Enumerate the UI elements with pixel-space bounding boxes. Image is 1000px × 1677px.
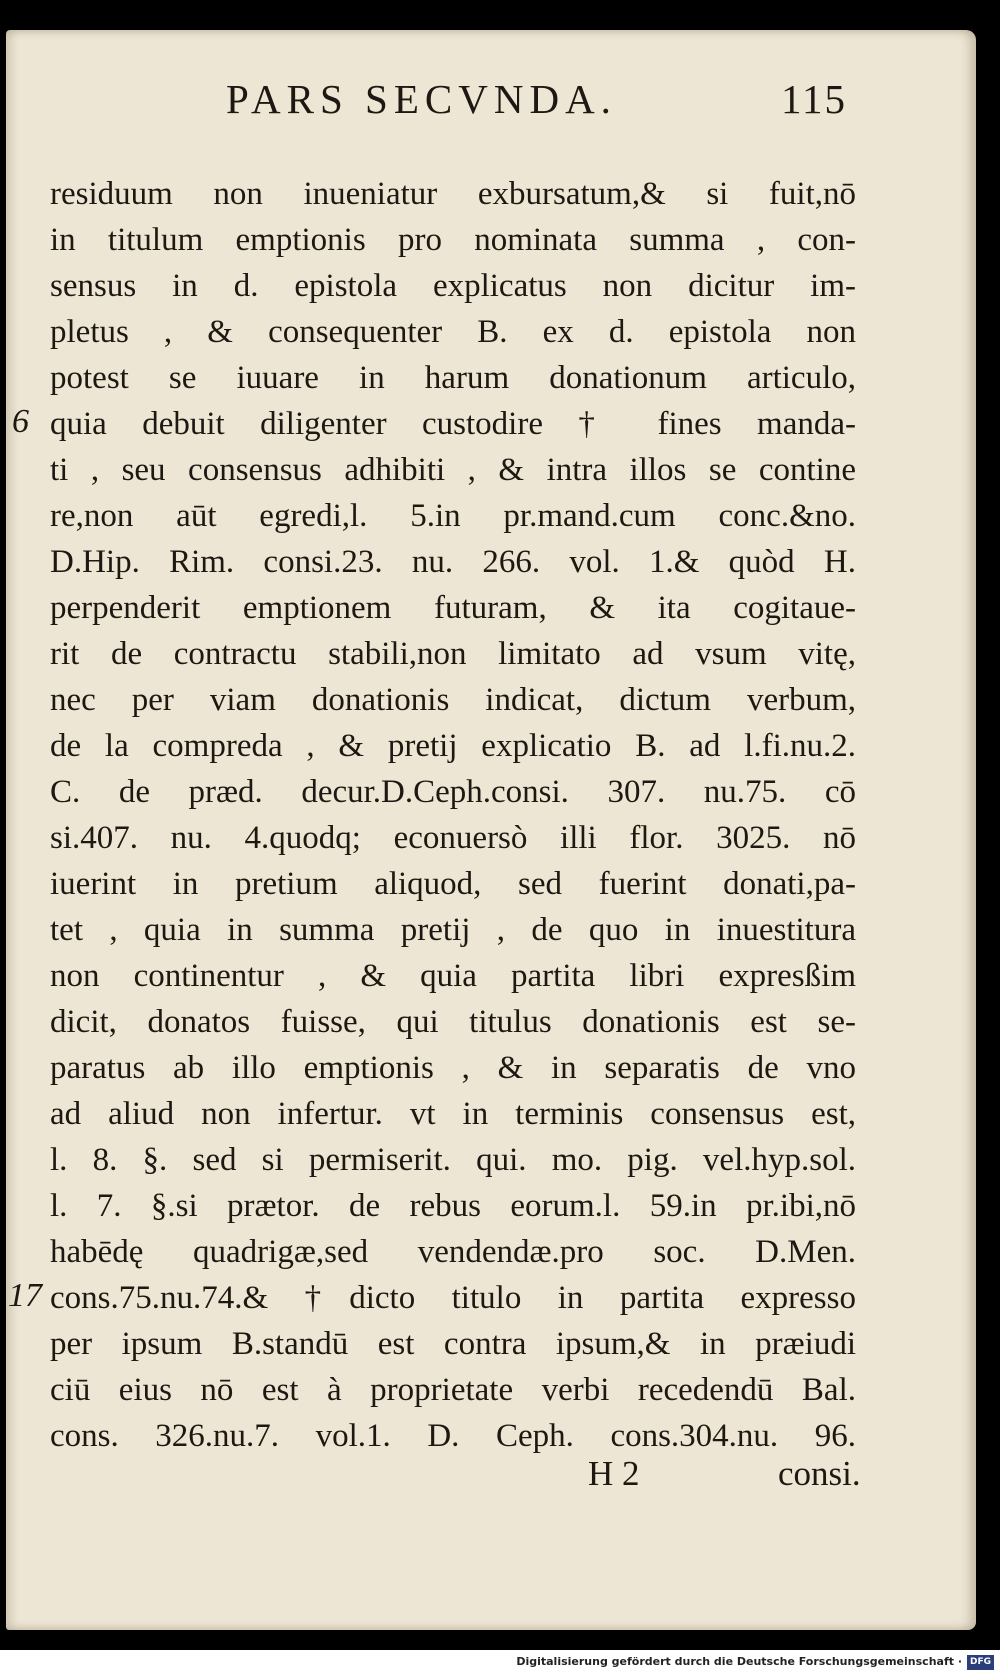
text-line: cons.75.nu.74.& †dicto titulo in partita expresso: [50, 1280, 856, 1316]
footer-bar: [0, 1650, 1000, 1677]
book-page: [6, 30, 976, 1630]
text-line: sensus in d. epistola explicatus non dicitur im-: [50, 268, 856, 304]
page-content: [6, 30, 976, 1630]
text-line: cons. 326.nu.7. vol.1. D. Ceph. cons.304.nu. 96.: [50, 1418, 856, 1454]
text-line: ciū eius nō est à proprietate verbi recedendū Bal.: [50, 1372, 856, 1408]
text-line: potest se iuuare in harum donationum articulo,: [50, 360, 856, 396]
text-line: dicit, donatos fuisse, qui titulus donationis est se-: [50, 1004, 856, 1040]
margin-note: 17: [8, 1277, 42, 1314]
text-line: ti , seu consensus adhibiti , & intra illos se contine: [50, 452, 856, 488]
text-line: paratus ab illo emptionis , & in separatis de vno: [50, 1050, 856, 1086]
text-line: iuerint in pretium aliquod, sed fuerint donati,pa-: [50, 866, 856, 902]
page-number: 115: [781, 76, 847, 122]
text-line: rit de contractu stabili,non limitato ad vsum vitę,: [50, 636, 856, 672]
text-line: si.407. nu. 4.quodq; econuersò illi flor. 3025. nō: [50, 820, 856, 856]
text-line: habēdę quadrigæ,sed vendendæ.pro soc. D.Men.: [50, 1234, 856, 1270]
text-line: l. 8. §. sed si permiserit. qui. mo. pig. vel.hyp.sol.: [50, 1142, 856, 1178]
text-line: pletus , & consequenter B. ex d. epistola non: [50, 314, 856, 350]
text-line: perpenderit emptionem futuram, & ita cogitaue-: [50, 590, 856, 626]
text-line: nec per viam donationis indicat, dictum verbum,: [50, 682, 856, 718]
margin-note: 6: [12, 403, 29, 440]
running-head: PARS SECVNDA.: [226, 76, 617, 122]
text-line: tet , quia in summa pretij , de quo in inuestitura: [50, 912, 856, 948]
text-line: quia debuit diligenter custodire † fines manda-: [50, 406, 856, 442]
text-line: D.Hip. Rim. consi.23. nu. 266. vol. 1.& quòd H.: [50, 544, 856, 580]
text-line: per ipsum B.standū est contra ipsum,& in præiudi: [50, 1326, 856, 1362]
text-line: de la compreda , & pretij explicatio B. ad l.fi.nu.2.: [50, 728, 856, 764]
signature-mark: H 2: [588, 1454, 640, 1493]
text-line: in titulum emptionis pro nominata summa , con-: [50, 222, 856, 258]
footer-credit: Digitalisierung gefördert durch die Deutsche Forschungsgemeinschaft ·: [516, 1655, 962, 1668]
text-line: C. de præd. decur.D.Ceph.consi. 307. nu.75. cō: [50, 774, 856, 810]
text-line: l. 7. §.si prætor. de rebus eorum.l. 59.in pr.ibi,nō: [50, 1188, 856, 1224]
text-line: re,non aūt egredi,l. 5.in pr.mand.cum conc.&no.: [50, 498, 856, 534]
catchword: consi.: [778, 1454, 861, 1493]
text-line: non continentur , & quia partita libri expresßim: [50, 958, 856, 994]
text-line: ad aliud non infertur. vt in terminis consensus est,: [50, 1096, 856, 1132]
text-line: residuum non inueniatur exbursatum,& si fuit,nō: [50, 176, 856, 212]
dfg-logo: DFG: [967, 1655, 994, 1670]
